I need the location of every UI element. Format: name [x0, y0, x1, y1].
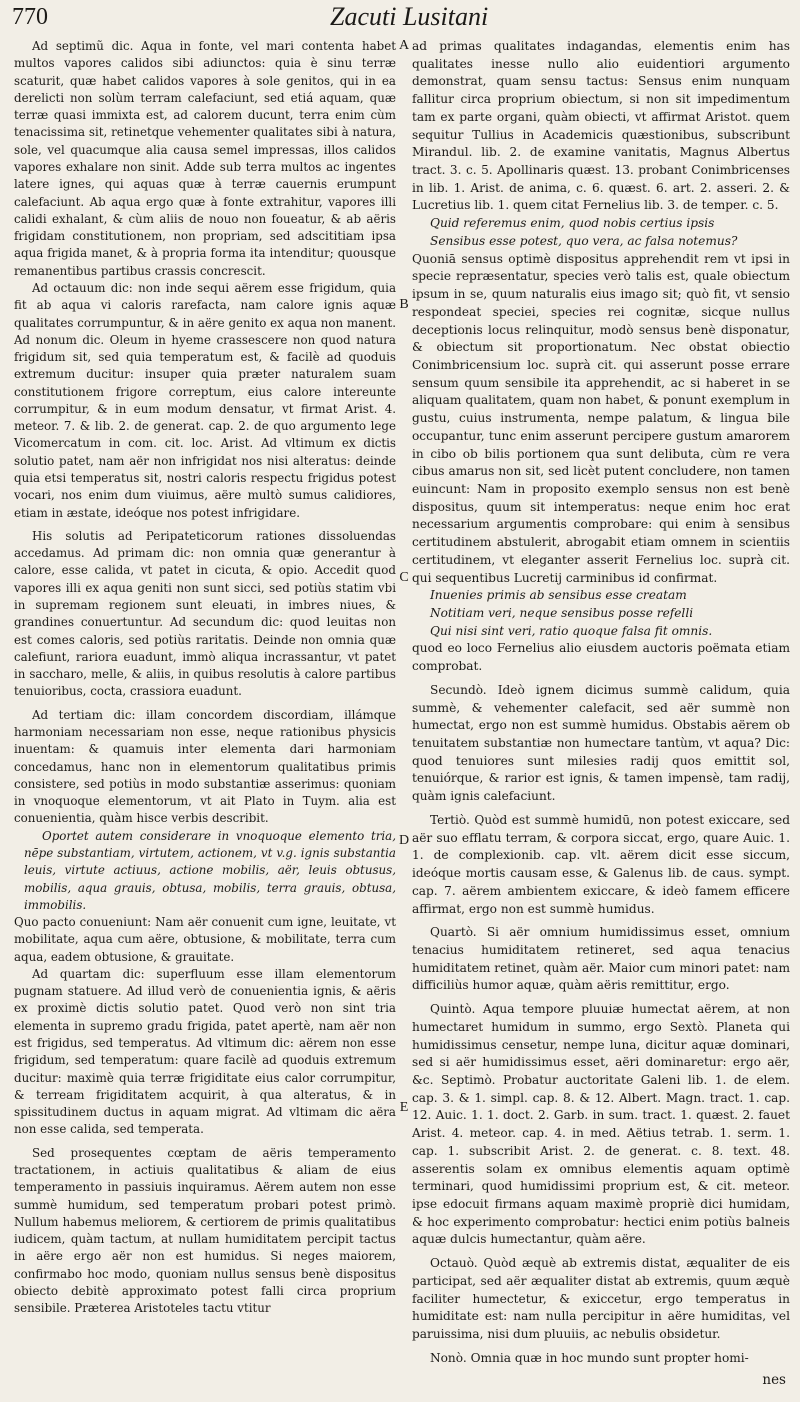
margin-marker-d: D [398, 833, 410, 848]
paragraph: Nonò. Omnia quæ in hoc mundo sunt propter homi- [430, 1350, 749, 1365]
paragraph: Ad octauum dic: non inde sequi aërem esse frigidum, quia fit ab aqua vi caloris rarefacta, nam calore ignis aquæ qualitates corrumpuntur, & in aëre genito ex aqua non manent. Ad nonum dic. Oleum in hyeme crassescere non quod natura frigidum sit, sed quia temperatum est, & facilè ad quoduis extremum ducitur: insuper quia præter naturalem suam constitutionem frigore correptum, eius calore intereunte corrumpitur, & in eum modum densatur, vt firmat Arist. 4. meteor. 7. & lib. 2. de generat. cap. 2. de quo argumento lege Vicomercatum in com. cit. loc. Arist. Ad vltimum ex dictis solutio patet, nam aër non infrigidat nos nisi alteratus: deinde quia etsi temperatus sit, nostri caloris respectu frigidus potest vocari, nos enim dum viuimus, aëre multò sumus calidiores, etiam in æstate, ideóque nos potest infrigidare. [14, 280, 396, 520]
paragraph: Secundò. Ideò ignem dicimus summè calidum, quia summè, & vehementer calefacit, sed aër summè non humectat, ergo non est summè humidus. Obstabis aërem ob tenuitatem substantiæ non humectare tantùm, vt aqua? Dic: quod tenuiores sunt milesies radij quos emittit sol, tenuiórque, & rarior est ignis, & tamen impensè, tam radij, quàm ignis calefaciunt. [412, 682, 790, 804]
paragraph: Quartò. Si aër omnium humidissimus esset, omnium tenacius humiditatem retineret, sed aqua tenacius humiditatem retinet, quàm aër. Maior cum minori patet: nam difficiliùs humor aquæ, quàm aëris remittitur, ergo. [412, 925, 790, 993]
paragraph: Ad tertiam dic: illam concordem discordiam, illámque harmoniam necessariam non esse, neque rationibus physicis inuentam: & quamuis inter elementa dari harmoniam concedamus, hanc non in elementorum qualitatibus primis consistere, sed potiùs in modo substantiæ asserimus: quoniam in vnoquoque elementorum, vt ait Plato in Tuym. alia est conuenientia, quàm hisce verbis describit. [14, 707, 396, 826]
margin-marker-b: B [399, 297, 409, 312]
catchword: nes [762, 1372, 786, 1388]
paragraph: Quoniā sensus optimè dispositus apprehendit rem vt ipsi in specie repræsentatur, species verò talis est, quale obiectum ipsum in se, quum naturalis eius imago sit; quò fit, vt sensio respondeat speciei, species rei cognitæ, sicque nullus deceptionis locus relinquitur, modò sensus benè disponatur, & obiectum sit proportionatum. Nec obstat obiectio Conimbricensium loc. suprà cit. qui asserunt posse errare sensum quum sensibile ita apprehendit, ac si haberet in se aliquam qualitatem, quam non habet, & ponunt exemplum in gustu, cuius instrumenta, nempe palatum, & lingua bile occupantur, tunc enim asserunt percipere gustum amarorem in cibo ob bilis portionem qua sunt delibuta, cùm re vera cibus amarus non sit, sed licèt putent concludere, non tamen euincunt: Nam in proposito exemplo sensus non est benè dispositus, quum sit intemperatus: neque enim hoc erat necessarium argumentis comprobare: qui enim à sensibus certitudinem abstulerit, abrogabit etiam omnem in scientiis certitudinem, vt eleganter asserit Fernelius loc. suprà cit. qui sequentibus Lucretij carminibus id confirmat. [412, 251, 790, 585]
paragraph: Sed prosequentes cœptam de aëris temperamento tractationem, in actiuis qualitatibus & aliam de eius temperamento in passiuis inquiramus. Aërem autem non esse summè humidum, sed temperatum probari potest primò. Nullum habemus meliorem, & certiorem de primis qualitatibus iudicem, quàm tactum, at nullam humiditatem percipit tactus in aëre ergo aër non est humidus. Si neges maiorem, confirmabo hoc modo, quoniam nullus sensus benè dispositus obiecto debitè approximato potest falli circa proprium sensibile. Præterea Aristoteles tactu vtitur [14, 1145, 396, 1316]
margin-marker-c: C [399, 570, 409, 585]
verse-line: Quid referemus enim, quod nobis certius ipsis [430, 216, 715, 231]
paragraph: His solutis ad Peripateticorum rationes dissoluendas accedamus. Ad primam dic: non omnia quæ generantur à calore, esse calida, vt patet in cicuta, & opio. Accedit quod vapores illi ex aqua geniti non sunt sicci, sed potiùs statim vbi in supremam regionem sunt eleuati, in imbres niues, & grandines conuertuntur. Ad secundum dic: quod leuitas non est comes caloris, sed potiùs raritatis. Deinde non omnia quæ calefiunt, rariora euadunt, immò aliqua incrassantur, vt patet in saccharo, melle, & aliis, in quibus resolutis à calore partibus tenuioribus, cocta, crassiora euadunt. [14, 528, 396, 699]
verse-line: Sensibus esse potest, quo vera, ac falsa notemus? [430, 233, 738, 248]
paragraph: Octauò. Quòd æquè ab extremis distat, æqualiter de eis participat, sed aër æqualiter distat ab extremis, quum æquè faciliter humectetur, & exiccetur, ergo temperatus in humiditate est: nam nulla percipitur in aëre humiditas, vel paruissima, nisi dum pluuiis, ac nebulis obsidetur. [412, 1256, 790, 1342]
verse-line: Qui nisi sint veri, ratio quoque falsa fit omnis. [430, 623, 713, 638]
verse-line: Notitiam veri, neque sensibus posse refelli [430, 606, 694, 620]
paragraph: Ad quartam dic: superfluum esse illam elementorum pugnam statuere. Ad illud verò de conuenientia ignis, & aëris ex proximè dictis solutio patet. Quod verò non sint tria elementa in supremo gradu frigida, patet apertè, nam aër non est frigidus, sed temperatus. Ad vltimum dic: aërem non esse frigidum, sed temperatum: quare facilè ad quoduis extremum ducitur: maximè quia terræ frigiditate eius calor corrumpitur, & terream frigiditatem acquirit, à qua alteratus, & in spissitudinem ductus in aquam migrat. Ad vltimam dic aëra non esse calida, sed temperata. [14, 966, 396, 1137]
left-column [14, 38, 396, 1318]
margin-marker-e: E [399, 1100, 409, 1115]
running-head: Zacuti Lusitani [330, 2, 489, 31]
paragraph: Tertiò. Quòd est summè humidū, non potest exiccare, sed aër suo efflatu terram, & corpora siccat, ergo, quare Auic. 1. 1. de complexionib. cap. vlt. aërem dicit esse siccum, ideóque mortis causam esse, & Galenus lib. de caus. sympt. cap. 7. aërem ambientem exiccare, & ideò famem efficere affirmat, ergo non est summè humidus. [412, 812, 790, 916]
right-column [412, 38, 790, 1367]
paragraph: Quintò. Aqua tempore pluuiæ humectat aërem, at non humectaret humidum in summo, ergo Sextò. Planeta qui humidissimus censetur, nempe luna, dicitur aquæ dominari, sed si aër humidissimus esset, aëri dominaretur: ergo aër, &c. Septimò. Probatur auctoritate Galeni lib. 1. de elem. cap. 3. & 1. simpl. cap. 8. & 12. Albert. Magn. tract. 1. cap. 12. Auic. 1. 1. doct. 2. Garb. in sum. tract. 1. quæst. 2. fauet Arist. 4. meteor. cap. 4. in med. Aëtius tetrab. 1. serm. 1. cap. 1. subscribit Arist. 2. de generat. c. 8. text. 48. asserentis solam ex omnibus elementis aquam optimè terminari, quod humidissimi proprium est, & cit. meteor. ipse edocuit firmans aquam maximè propriè dici humidam, & hoc experimento comprobatur: hectici enim potiùs balneis aquæ dulcis humectantur, quàm aëre. [412, 1002, 790, 1247]
plato-quote: Oportet autem considerare in vnoquoque elemento tria, nēpe substantiam, virtutem, actionem, vt v.g. ignis substantia leuis, virtute actiuus, actione mobilis, aër, leuis obtusus, mobilis, aqua grauis, obtusa, mobilis, terra grauis, obtusa, immobilis. [24, 828, 396, 912]
page-header [0, 0, 800, 38]
paragraph: Ad septimũ dic. Aqua in fonte, vel mari contenta habet multos vapores calidos sibi adiunctos: quia è sinu terræ scaturit, quæ habet calidos vapores à sole genitos, qui in ea derelicti non solùm terram calefaciunt, sed etiá aquam, quæ terræ quasi immixta est, ad calorem ducunt, terra enim cùm tenacissima sit, retinetque vehementer qualitates sibi à natura, sole, vel quacumque alia causa semel impressas, illos calidos vapores exhalare non sinit. Adde sub terra multos ac ingentes latere ignes, qui aquas quæ à terræ cauernis erumpunt calefaciunt. Ab aqua ergo quæ à fonte extrahitur, vapores illi calidi exhalant, & cùm aliis de nouo non foueatur, & ab aëris frigidam constitutionem, non propriam, sed adscititiam ipsa aqua frigida manet, & à propria forma ita intenditur; quousque remanentibus partibus crassis concrescit. [14, 39, 396, 278]
verse-line: Inuenies primis ab sensibus esse creatam [430, 588, 687, 603]
paragraph: ad primas qualitates indagandas, elementis enim has qualitates inesse nullo alio euidentiori argumento demonstrat, quam sensu tactus: Sensus enim nunquam fallitur circa proprium obiectum, si non sit impedimentum tam ex parte organi, quàm obiecti, vt affirmat Aristot. quem sequitur Tullius in Academicis quæstionibus, subscribunt Mirandul. lib. 2. de examine vanitatis, Magnus Albertus tract. 3. c. 5. Apollinaris quæst. 13. probant Conimbricenses in lib. 1. Arist. de anima, c. 6. quæst. 6. art. 2. asseri. 2. & Lucretius lib. 1. quem citat Fernelius lib. 3. de temper. c. 5. [412, 39, 790, 213]
paragraph: Quo pacto conueniunt: Nam aër conuenit cum igne, leuitate, vt mobilitate, aqua cum aëre, obtusione, & mobilitate, terra cum aqua, eadem obtusione, & grauitate. [14, 915, 396, 964]
margin-marker-a: A [398, 38, 410, 53]
paragraph: quod eo loco Fernelius alio eiusdem auctoris poëmata etiam comprobat. [412, 641, 790, 674]
page-number: 770 [12, 4, 48, 30]
